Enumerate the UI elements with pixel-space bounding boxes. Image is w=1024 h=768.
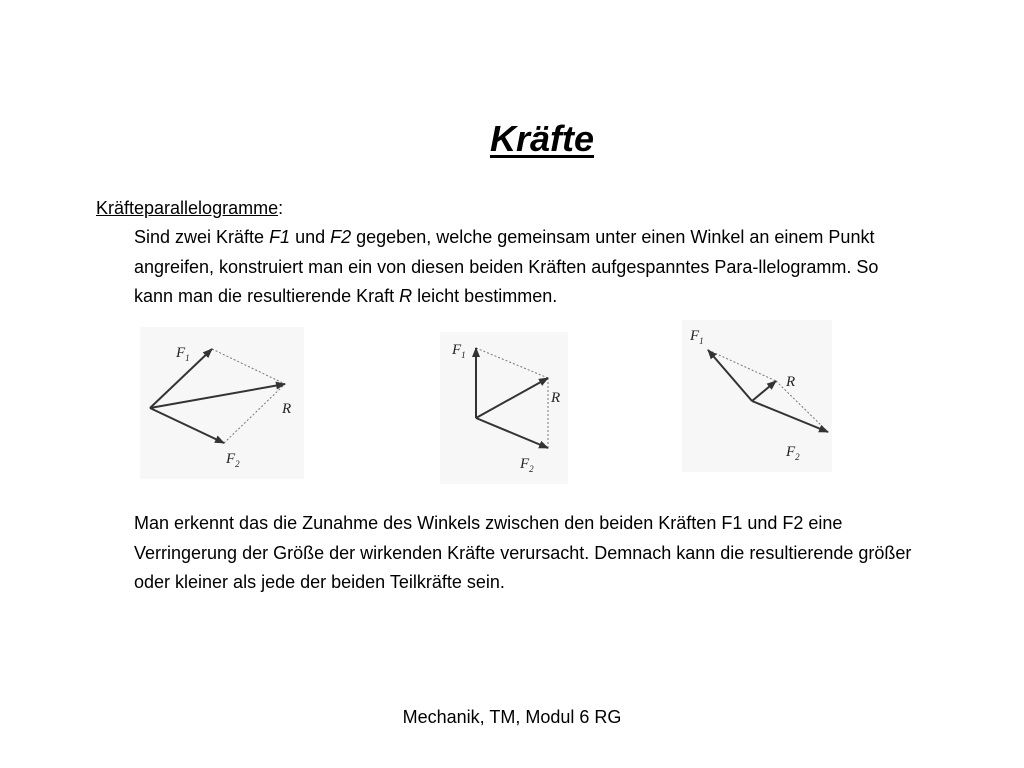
dotted-edge	[212, 349, 285, 384]
vector-f2-arrow	[476, 418, 548, 448]
slide-title: Kräfte	[489, 118, 595, 159]
parallelogram-figure-acute	[140, 327, 304, 479]
parallelogram-figure-right	[440, 332, 568, 484]
parallelogram-figure-obtuse	[682, 320, 832, 472]
conclusion-paragraph: Man erkennt das die Zunahme des Winkels zwischen den beiden Kräften F1 und F2 eine Verringerung der Größe der wirkenden Kräfte verursacht. Demnach kann die resultierende größer oder kleiner als jede der beiden Teilkräfte sein.	[134, 513, 912, 592]
label-r: R	[551, 390, 561, 406]
intro-text-part4: leicht bestimmen.	[412, 286, 558, 306]
vector-r-arrow	[752, 381, 776, 401]
intro-text-part1: Sind zwei Kräfte	[134, 227, 270, 247]
parallelogram-diagram-2	[440, 332, 568, 484]
intro-f2: F2	[330, 227, 352, 247]
vector-r-arrow	[476, 378, 548, 418]
label-f1: $F_1$	[176, 345, 190, 363]
label-f2: $F_2$	[786, 444, 800, 462]
vector-f1-arrow	[708, 350, 752, 401]
intro-text-part3: gegeben, welche gemeinsam unter einen Winkel an einem Punkt angreifen, konstruiert man ein von diesen beiden Kräften aufgespanntes Para-llelogramm. So kann man die resultierende Kraft	[134, 227, 879, 306]
intro-r: R	[399, 286, 413, 306]
section-heading	[96, 198, 283, 218]
label-f1: $F_1$	[452, 342, 466, 360]
dotted-edge	[708, 350, 776, 381]
parallelogram-diagram-3	[682, 320, 832, 472]
intro-f1: F1	[269, 227, 291, 247]
label-f2: $F_2$	[520, 456, 534, 474]
label-f2: $F_2$	[226, 451, 240, 469]
section-heading-label: Kräfteparallelogramme	[96, 198, 279, 218]
vector-f2-arrow	[752, 401, 828, 432]
label-r: R	[282, 401, 292, 417]
vector-f2-arrow	[150, 408, 224, 443]
label-f1: $F_1$	[690, 328, 704, 346]
parallelogram-diagram-1	[140, 327, 304, 479]
intro-text-part2: und	[290, 227, 331, 247]
section-heading-colon: :	[278, 198, 284, 218]
footer: Mechanik, TM, Modul 6 RG	[402, 707, 622, 727]
label-r: R	[786, 374, 796, 390]
intro-paragraph	[134, 223, 914, 312]
dotted-edge	[476, 348, 548, 378]
dotted-edge	[776, 381, 828, 432]
